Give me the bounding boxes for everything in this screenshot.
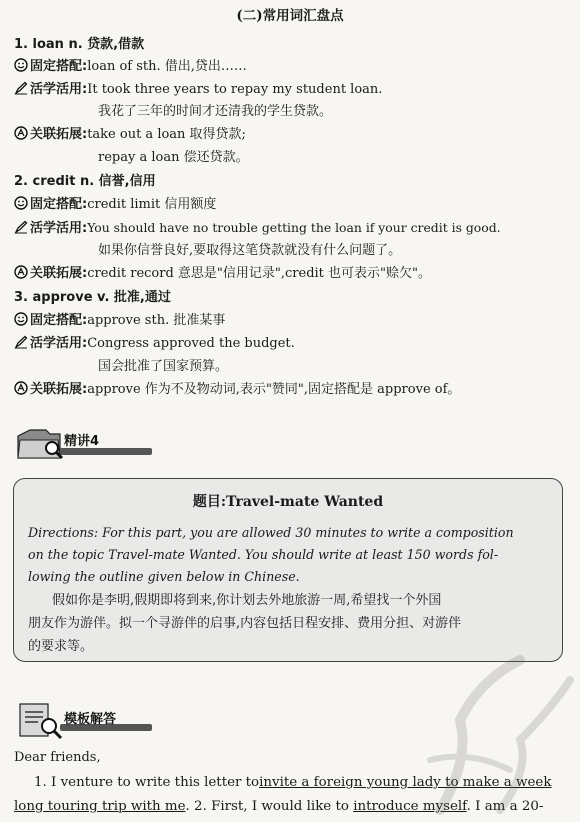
vocab-credit-head: 2. credit n. 信誉,信用: [14, 174, 156, 189]
document-magnifier-icon: [16, 700, 64, 740]
vocab-credit-fixed: credit limit 信用额度: [87, 197, 217, 212]
vocab-approve-usage-cn: 国会批准了国家预算。: [98, 359, 229, 374]
vocab-credit-usage-en: You should have no trouble getting the loan if your credit is good.: [87, 220, 501, 235]
extend-label: 关联拓展:: [30, 382, 88, 397]
fixed-label: 固定搭配:: [30, 313, 88, 328]
vocab-loan-fixed: loan of sth. 借出,贷出……: [87, 59, 247, 74]
vocab-loan-head: 1. loan n. 贷款,借款: [14, 37, 145, 52]
vocab-credit-extend: credit record 意思是"信用记录",credit 也可表示"赊欠"。: [87, 266, 431, 281]
answer-p2-a: long touring trip with me: [14, 799, 186, 814]
vocab-loan-extend-1: take out a loan 取得贷款;: [87, 127, 246, 142]
vocab-loan-extend-2: repay a loan 偿还贷款。: [98, 150, 249, 165]
usage-label: 活学活用:: [30, 82, 88, 97]
vocab-loan-fixed-row: [14, 58, 247, 76]
usage-label: 活学活用:: [30, 336, 88, 351]
fixed-label: 固定搭配:: [30, 197, 88, 212]
answer-p2-c: introduce myself: [353, 799, 467, 814]
folder-magnifier-icon: [16, 424, 64, 464]
extend-icon: [14, 381, 28, 395]
pen-icon: [14, 220, 28, 234]
task-box: [13, 478, 563, 662]
vocab-approve-fixed: approve sth. 批准某事: [87, 313, 226, 328]
answer-p2-b: . 2. First, I would like to: [185, 799, 354, 814]
vocab-credit-usage-cn: 如果你信誉良好,要取得这笔贷款就没有什么问题了。: [98, 243, 402, 258]
task-cn-line-1: 假如你是李明,假期即将到来,你计划去外地旅游一周,希望找一个外国: [52, 593, 442, 608]
vocab-loan-usage-cn: 我花了三年的时间才还清我的学生贷款。: [98, 104, 333, 119]
vocab-credit-extend-row: [14, 265, 431, 283]
vocab-loan-usage-en: It took three years to repay my student loan.: [87, 82, 383, 97]
task-title: 题目:Travel-mate Wanted: [192, 494, 384, 510]
extend-label: 关联拓展:: [30, 127, 88, 142]
smiley-icon: [14, 312, 28, 326]
vocab-approve-extend-row: [14, 381, 460, 399]
pen-icon: [14, 335, 28, 349]
answer-greeting: Dear friends,: [14, 750, 101, 765]
calligraphy-watermark: [410, 640, 580, 822]
extend-label: 关联拓展:: [30, 266, 88, 281]
vocab-credit-fixed-row: [14, 196, 216, 214]
banner-jingjiang-label: 精讲4: [64, 434, 100, 449]
task-direction-line-3: lowing the outline given below in Chinese.: [28, 569, 300, 584]
vocab-loan-usage-row: [14, 81, 382, 99]
section-banner-template: [16, 700, 176, 740]
answer-p2-d: . I am a 20-: [466, 799, 544, 814]
usage-label: 活学活用:: [30, 221, 88, 236]
vocab-approve-head: 3. approve v. 批准,通过: [14, 290, 171, 305]
vocab-approve-extend: approve 作为不及物动词,表示"赞同",固定搭配是 approve of。: [87, 382, 461, 397]
vocab-approve-usage-en: Congress approved the budget.: [87, 336, 295, 351]
vocab-loan-extend-row: [14, 126, 246, 144]
extend-icon: [14, 126, 28, 140]
section-banner-jingjiang: [16, 424, 176, 464]
smiley-icon: [14, 58, 28, 72]
vocab-approve-usage-row: [14, 335, 295, 353]
fixed-label: 固定搭配:: [30, 59, 88, 74]
smiley-icon: [14, 196, 28, 210]
answer-p1-b: invite a foreign young lady to make a week: [259, 775, 552, 790]
banner-template-label: 模板解答: [64, 712, 117, 727]
task-direction-line-2: on the topic Travel-mate Wanted. You should write at least 150 words fol-: [28, 547, 499, 562]
section-title: (二)常用词汇盘点: [236, 8, 344, 24]
task-cn-line-2: 朋友作为游伴。拟一个寻游伴的启事,内容包括日程安排、费用分担、对游伴: [28, 616, 462, 631]
extend-icon: [14, 265, 28, 279]
pen-icon: [14, 81, 28, 95]
banner-bar: [60, 448, 152, 455]
answer-p1-a: 1. I venture to write this letter to: [34, 775, 260, 790]
task-direction-line-1: Directions: For this part, you are allowed 30 minutes to write a composition: [28, 525, 514, 540]
task-cn-line-3: 的要求等。: [28, 639, 94, 654]
vocab-credit-usage-row: [14, 219, 501, 238]
vocab-approve-fixed-row: [14, 312, 225, 330]
